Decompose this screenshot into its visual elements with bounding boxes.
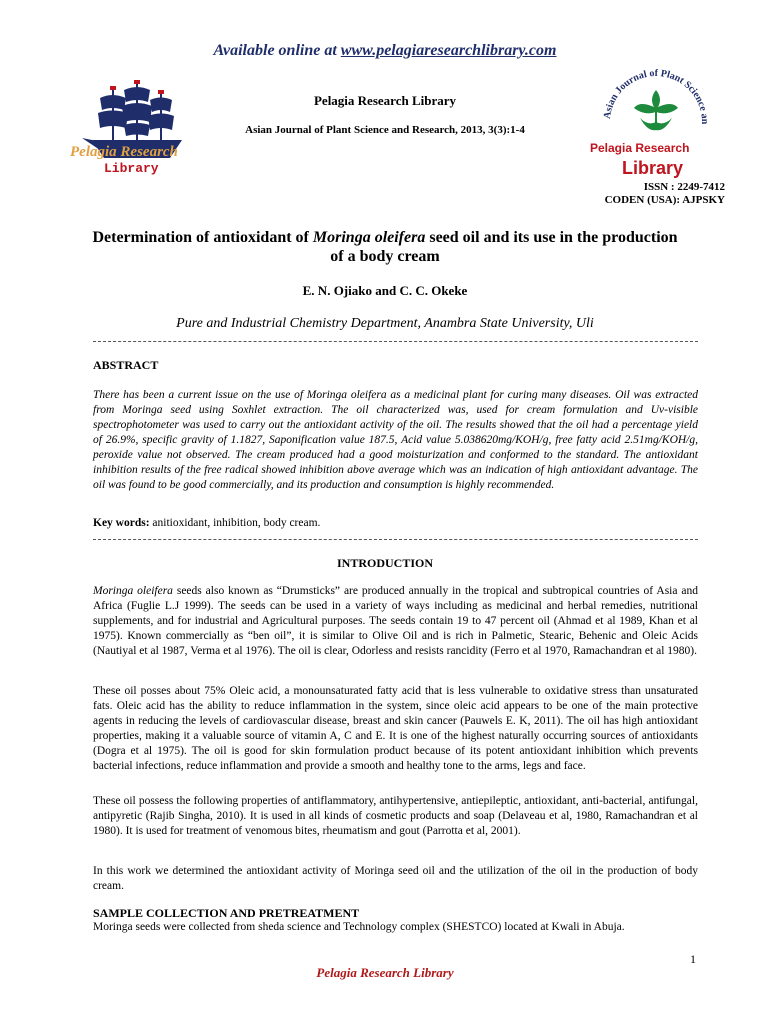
abstract-heading: ABSTRACT: [93, 358, 159, 372]
issn: ISSN : 2249-7412: [643, 181, 725, 193]
footer-library: Pelagia Research Library: [316, 965, 454, 980]
keywords-label: Key words:: [93, 517, 150, 529]
intro-p1-text: seeds also known as “Drumsticks” are produced annually in the tropical and subtropical countries of Asia and Africa (Fuglie L.J 1999). The seeds can be used in a variety of ways including as medicinal and herbal remedies, nutritional supplements, and for industrial and Agricultural purposes. The seeds contain 19 to 47 percent oil (Ahmad et al 1989, Khan et al 1975). Known commercially as “ben oil”, it is similar to Olive Oil and is rich in Palmetic, Stearic, Behenic and Oleic Acids (Nautiyal et al 1987, Verma et al 1976). The oil is clear, Odorless and resists rancidity (Ferro et al 1970, Ramachandran et al 1980).: [93, 585, 698, 657]
title-part1: Determination of antioxidant of: [92, 229, 313, 246]
intro-paragraph-3: These oil possess the following properties of antiflammatory, antihypertensive, antiepileptic, antioxidant, anti-bacterial, antifungal, antipyretic (Rajib Singha, 2010). It is used in all kinds of cosmetic products and soap (Delaveau et al, 1980, Ramachandran et al 1980). It is used for treatment of venomous bites, rheumatism and gout (Parrotta et al, 2001).: [93, 795, 698, 837]
title-species: Moringa oleifera: [312, 229, 426, 246]
right-logo-text-2: Library: [622, 158, 684, 178]
available-online-label: Available online at: [213, 42, 337, 59]
issn-block: [560, 181, 725, 207]
divider-bottom: [93, 539, 698, 540]
keywords-line: [93, 516, 698, 531]
journal-citation: Asian Journal of Plant Science and Research, 2013, 3(3):1-4: [245, 124, 525, 136]
intro-paragraph-2: These oil posses about 75% Oleic acid, a monounsaturated fatty acid that is less vulnerable to oxidative stress than unsaturated fats. Oleic acid has the ability to reduce inflammation in the system, since oleic acid appears to be one of the main protective agents in reducing the levels of cardiovascular disease, breast and skin cancer (Pauwels E. K, 2011). The oil has high antioxidant properties, making it a valuable source of vitamin A, C and E. It is one of the highest naturally occurring sources of antioxidants (Dogra et al 1975). The oil is good for skin formulation product because of its potent antioxidant inhibition which prevents bacterial infections, reduce inflammation and provide a smooth and healthy tone to the arms, legs and face.: [93, 685, 698, 772]
left-logo-text-2: Library: [104, 161, 159, 176]
abstract-text: There has been a current issue on the use of Moringa oleifera as a medicinal plant for curing many diseases. Oil was extracted from Moringa seed using Soxhlet extraction. The oil characterized was, used for cream formulation and Uv-visible spectrophotometer was used to carry out the antioxidant activity of the oil. The results showed that the oil had a percentage yield of 26.9%, specific gravity of 1.1827, Saponification value 187.5, Acid value 5.038620mg/KOH/g, free fatty acid 2.51mg/KOH/g, peroxide value not observed. The cream produced had a good moisturization and conformed to the standard. The antioxidant inhibition results of the free radical showed inhibition above average which was an indication of high antioxidant advantage. The oil was found to be good commercially, and its production and consumption is highly recommended.: [93, 389, 698, 491]
divider-top: [93, 341, 698, 342]
keywords: anitioxidant, inhibition, body cream.: [149, 517, 321, 529]
intro-species: Moringa oleifera: [93, 585, 173, 597]
title-part2: seed oil and its use in the production of a body cream: [330, 229, 678, 265]
seal-ring-text: Asian Journal of Plant Science an: [602, 67, 711, 125]
plant-seal-icon: [588, 52, 723, 182]
publisher-url-link[interactable]: www.pelagiaresearchlibrary.com: [340, 42, 557, 59]
intro-paragraph-1: [93, 584, 698, 659]
affiliation: Pure and Industrial Chemistry Department, Anambra State University, Uli: [176, 316, 594, 331]
publisher-name: Pelagia Research Library: [313, 93, 456, 108]
sample-text: Moringa seeds were collected from sheda science and Technology complex (SHESTCO) located at Kwali in Abuja.: [93, 921, 625, 933]
svg-text:Asian Journal of Plant Science: [588, 52, 710, 125]
journal-seal-logo: [588, 52, 723, 182]
introduction-heading: INTRODUCTION: [336, 556, 433, 570]
right-logo-text-1: Pelagia Research: [590, 141, 690, 155]
left-logo-text-1: Pelagia Research: [70, 144, 178, 160]
authors: E. N. Ojiako and C. C. Okeke: [302, 283, 468, 298]
coden: CODEN (USA): AJPSKY: [604, 194, 725, 206]
page-number: 1: [690, 952, 696, 966]
sample-heading: SAMPLE COLLECTION AND PRETREATMENT: [93, 906, 360, 920]
paper-title: [90, 228, 680, 266]
intro-paragraph-4: In this work we determined the antioxidant activity of Moringa seed oil and the utilization of the oil in the production of body cream.: [93, 865, 698, 892]
